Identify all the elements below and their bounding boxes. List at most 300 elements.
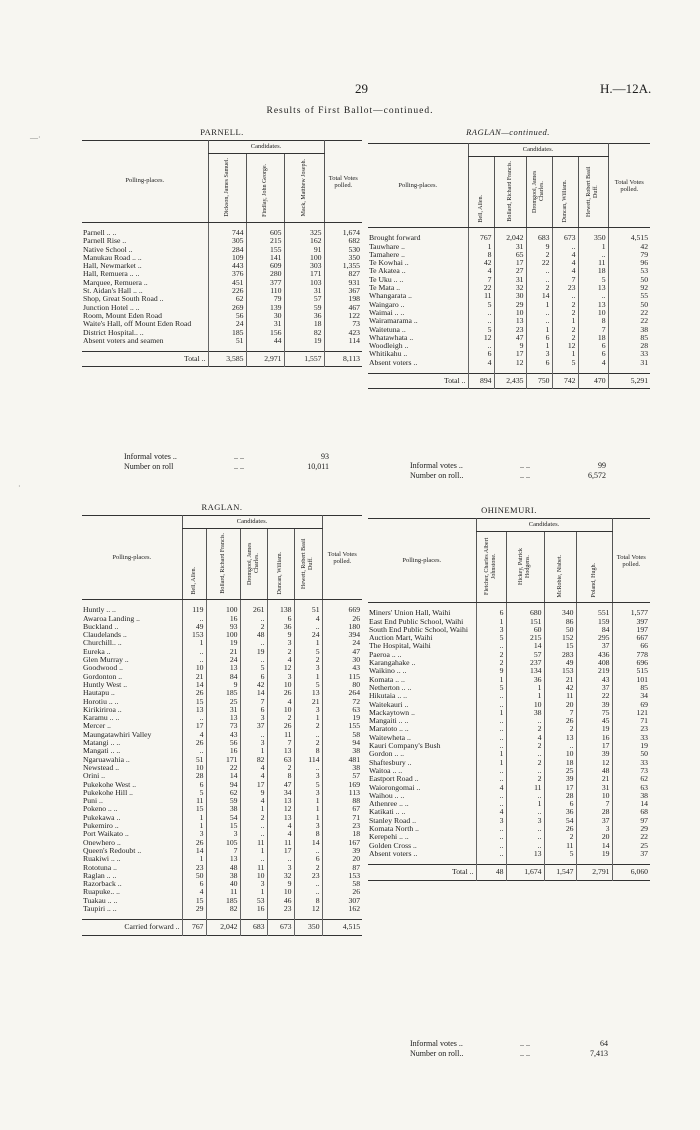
vote-count-cell: 215 <box>506 634 544 642</box>
vote-count-cell: 10 <box>576 792 612 800</box>
polling-place-name: Whatawhata <box>369 332 408 342</box>
vote-count-cell: 3 <box>267 673 294 681</box>
leader-dots: .. <box>400 299 405 309</box>
number-on-roll-value: 6,572 <box>588 471 606 480</box>
vote-count-cell: 2 <box>526 284 552 292</box>
vote-count-cell: 269 <box>208 304 246 312</box>
vote-count-cell: 12 <box>576 759 612 767</box>
table-row <box>82 797 362 805</box>
vote-count-cell: 10 <box>267 706 294 714</box>
raglan-table <box>82 515 362 936</box>
leader-dots: .. <box>404 724 409 734</box>
vote-count-cell: 60 <box>506 626 544 634</box>
candidate-header <box>494 157 526 228</box>
raglan-title: RAGLAN. <box>201 502 243 512</box>
vote-count-cell: .. <box>506 825 544 833</box>
vote-count-cell: 13 <box>578 301 608 309</box>
vote-count-cell: 22 <box>206 764 240 772</box>
vote-count-cell: 59 <box>206 797 240 805</box>
total-label: Total <box>444 376 460 386</box>
candidates-header: Candidates. <box>208 141 324 154</box>
polling-place-name: Waingaro <box>369 299 399 309</box>
vote-count-cell: 4 <box>552 251 578 259</box>
vote-count-cell: .. <box>468 309 494 317</box>
page-number: 29 <box>355 81 368 96</box>
candidate-name: Dromgool, James Charles. <box>532 170 545 213</box>
table-row <box>82 888 362 896</box>
vote-count-cell: 47 <box>494 334 526 342</box>
vote-count-cell: 6 <box>526 359 552 374</box>
polling-place-name: Pokeno .. <box>83 804 112 814</box>
table-row <box>368 228 650 243</box>
candidate-name: Bollard, Richard Francis. <box>219 533 226 594</box>
leader-dots: .. <box>401 807 406 817</box>
polling-place-name: Te Kowhai <box>369 258 403 268</box>
vote-count-cell: 12 <box>294 905 322 920</box>
parnell-table <box>82 140 362 367</box>
leader-dots: .. <box>115 762 120 772</box>
vote-count-cell: .. <box>294 623 322 631</box>
polling-place-name: Buckland <box>83 621 113 631</box>
vote-count-cell: 14 <box>182 681 206 689</box>
total-votes-cell: 467 <box>324 304 362 312</box>
vote-count-cell: .. <box>578 251 608 259</box>
vote-count-cell: 162 <box>284 237 324 245</box>
leader-dots: .. <box>469 867 474 877</box>
vote-count-cell: 40 <box>206 880 240 888</box>
vote-count-cell: 84 <box>576 626 612 634</box>
total-votes-cell: 778 <box>612 651 650 659</box>
polling-place-cell <box>82 905 182 920</box>
total-votes-cell: 22 <box>608 309 650 317</box>
candidate-header <box>576 532 612 603</box>
table-row <box>368 334 650 342</box>
vote-count-cell: 16 <box>206 615 240 623</box>
leader-dots: .. <box>137 252 142 262</box>
vote-count-cell: 408 <box>576 659 612 667</box>
summary-dots: .. .. <box>234 462 244 471</box>
vote-count-cell: 23 <box>552 284 578 292</box>
polling-place-name: Athenree .. <box>369 799 403 809</box>
total-votes-cell: 71 <box>322 814 362 822</box>
candidate-name: Poland, Hugh. <box>590 562 597 597</box>
vote-count-cell: 19 <box>576 850 612 865</box>
vote-count-cell: 6 <box>240 673 267 681</box>
table-row <box>82 689 362 697</box>
total-votes-cell: 38 <box>322 764 362 772</box>
vote-count-cell: 605 <box>246 223 284 238</box>
polling-place-name: Paeroa .. <box>369 649 396 659</box>
vote-count-cell: .. <box>476 692 506 700</box>
total-votes-cell: 50 <box>608 276 650 284</box>
vote-count-cell: 9 <box>267 631 294 639</box>
polling-place-name: Horotiu .. <box>83 696 113 706</box>
vote-count-cell: 20 <box>544 701 576 709</box>
vote-count-cell: 6 <box>267 615 294 623</box>
vote-count-cell: 7 <box>468 276 494 284</box>
vote-count-cell: 21 <box>544 676 576 684</box>
candidate-name: Findlay, John George. <box>261 163 268 217</box>
vote-count-cell: 37 <box>240 722 267 730</box>
vote-count-cell: 3 <box>476 626 506 634</box>
leader-dots: .. <box>413 848 418 858</box>
grand-total-cell: 8,113 <box>324 352 362 367</box>
leader-dots: .. <box>124 829 129 839</box>
total-votes-cell: 58 <box>322 880 362 888</box>
summary-dots: .. .. <box>520 1049 530 1058</box>
leader-dots: .. <box>122 236 127 246</box>
polling-place-name: Huntly West <box>83 679 122 689</box>
vote-count-cell: 3 <box>267 639 294 647</box>
vote-count-cell: 37 <box>576 642 612 650</box>
leader-dots: .. <box>113 862 117 872</box>
leader-dots: .. <box>123 679 128 689</box>
candidate-header <box>208 154 246 223</box>
vote-count-cell: .. <box>506 833 544 841</box>
grand-total-cell: 4,515 <box>322 920 362 935</box>
total-votes-cell: 14 <box>612 800 650 808</box>
vote-count-cell: 17 <box>576 742 612 750</box>
vote-count-cell: 2 <box>476 651 506 659</box>
total-count-cell: 3,585 <box>208 352 246 367</box>
vote-count-cell: 377 <box>246 279 284 287</box>
vote-count-cell: 48 <box>240 631 267 639</box>
vote-count-cell: 13 <box>494 317 526 325</box>
total-votes-cell: 19 <box>612 742 650 750</box>
vote-count-cell: 1 <box>182 639 206 647</box>
vote-count-cell: 7 <box>544 709 576 717</box>
vote-count-cell: 12 <box>267 664 294 672</box>
polling-place-name: Whitikahu <box>369 349 402 359</box>
polling-place-name: Kauri Company's Bush <box>369 741 441 751</box>
table-row <box>368 292 650 300</box>
vote-count-cell: 26 <box>182 839 206 847</box>
vote-count-cell: 31 <box>576 784 612 792</box>
vote-count-cell: 15 <box>544 642 576 650</box>
vote-count-cell: 185 <box>206 897 240 905</box>
vote-count-cell: .. <box>476 725 506 733</box>
polling-place-name: Marquee, Remuera <box>83 277 142 287</box>
vote-count-cell: 13 <box>544 734 576 742</box>
candidate-header <box>240 529 267 600</box>
total-votes-cell: 1,577 <box>612 603 650 618</box>
leader-dots: .. <box>112 903 117 913</box>
total-label: Carried forward <box>124 922 174 932</box>
vote-count-cell: 5 <box>476 684 506 692</box>
polling-place-name: Waimai .. <box>369 307 399 317</box>
table-row <box>368 259 650 267</box>
total-votes-cell: 696 <box>612 659 650 667</box>
vote-count-cell: 14 <box>240 689 267 697</box>
vote-count-cell: 10 <box>506 701 544 709</box>
vote-count-cell: 8 <box>578 317 608 325</box>
vote-count-cell: 141 <box>246 254 284 262</box>
vote-count-cell: 23 <box>294 872 322 880</box>
vote-count-cell: 10 <box>544 750 576 758</box>
vote-count-cell: 7 <box>578 326 608 334</box>
vote-count-cell: 37 <box>576 684 612 692</box>
vote-count-cell: 14 <box>576 842 612 850</box>
vote-count-cell: 171 <box>284 270 324 278</box>
vote-count-cell: 53 <box>240 897 267 905</box>
vote-count-cell: 4 <box>552 259 578 267</box>
table-row <box>82 847 362 855</box>
vote-count-cell: 47 <box>267 781 294 789</box>
polling-place-name: Eureka <box>83 646 105 656</box>
total-votes-cell: 38 <box>322 747 362 755</box>
vote-count-cell: 7 <box>267 739 294 747</box>
table-row <box>368 359 650 374</box>
leader-dots: .. <box>99 796 103 806</box>
polling-place-name: Queen's Redoubt <box>83 845 136 855</box>
polling-place-name: Shop, Great South Road <box>83 294 158 304</box>
total-votes-cell: 50 <box>612 750 650 758</box>
total-votes-cell: 153 <box>322 872 362 880</box>
leader-dots: .. <box>404 832 409 842</box>
vote-count-cell: .. <box>476 734 506 742</box>
vote-count-cell: 609 <box>246 262 284 270</box>
vote-count-cell: 39 <box>576 750 612 758</box>
leader-dots: .. <box>139 327 144 337</box>
total-votes-cell: 23 <box>322 822 362 830</box>
total-votes-cell: 47 <box>322 648 362 656</box>
vote-count-cell: 1 <box>476 759 506 767</box>
polling-place-name: Manukau Road .. <box>83 252 136 262</box>
leader-dots: .. <box>117 879 122 889</box>
vote-count-cell: 11 <box>267 731 294 739</box>
polling-place-name: Puni <box>83 796 98 806</box>
total-votes-cell: 38 <box>612 792 650 800</box>
total-votes-cell: 530 <box>324 246 362 254</box>
polling-place-name: Absent voters <box>369 357 412 367</box>
vote-count-cell: 7 <box>552 276 578 284</box>
table-row <box>82 631 362 639</box>
vote-count-cell: .. <box>240 639 267 647</box>
total-votes-cell: 423 <box>324 329 362 337</box>
candidate-header <box>578 157 608 228</box>
vote-count-cell: 2 <box>544 833 576 841</box>
leader-dots: .. <box>413 840 417 850</box>
polling-place-name: Kerepehi .. <box>369 832 403 842</box>
vote-count-cell: .. <box>526 317 552 325</box>
total-votes-cell: 264 <box>322 689 362 697</box>
leader-dots: .. <box>116 854 121 864</box>
leader-dots: .. <box>113 804 118 814</box>
vote-count-cell: 48 <box>206 864 240 872</box>
polling-place-name: Waikino .. <box>369 666 401 676</box>
vote-count-cell: 34 <box>267 789 294 797</box>
polling-place-cell <box>368 228 468 243</box>
vote-count-cell: 6 <box>578 350 608 358</box>
vote-count-cell: .. <box>552 243 578 251</box>
informal-votes-value: 99 <box>598 461 606 470</box>
table-row <box>82 656 362 664</box>
vote-count-cell: .. <box>294 880 322 888</box>
vote-count-cell: 1 <box>182 855 206 863</box>
vote-count-cell: 49 <box>182 623 206 631</box>
vote-count-cell: 17 <box>544 784 576 792</box>
candidate-header <box>246 154 284 223</box>
page-title: Results of First Ballot—continued. <box>266 106 434 116</box>
vote-count-cell: 11 <box>240 839 267 847</box>
table-row <box>82 805 362 813</box>
leader-dots: .. <box>201 354 206 364</box>
vote-count-cell: 2 <box>294 864 322 872</box>
polling-place-name: Hikutaia .. <box>369 691 402 701</box>
total-count-cell: 470 <box>578 374 608 389</box>
polling-place-name: Ruapuke.. <box>83 887 115 897</box>
vote-count-cell: 2 <box>552 301 578 309</box>
vote-count-cell: .. <box>240 731 267 739</box>
vote-count-cell: 31 <box>494 276 526 284</box>
vote-count-cell: 171 <box>206 756 240 764</box>
polling-place-name: Mercer <box>83 721 106 731</box>
vote-count-cell: .. <box>476 742 506 750</box>
polling-place-name: St. Aidan's Hall .. <box>83 286 137 296</box>
vote-count-cell: 26 <box>544 825 576 833</box>
vote-count-cell: 303 <box>284 262 324 270</box>
vote-count-cell: 17 <box>267 847 294 855</box>
vote-count-cell: 11 <box>506 784 544 792</box>
vote-count-cell: 8 <box>267 772 294 780</box>
total-votes-cell: 162 <box>322 905 362 920</box>
margin-mark: · <box>18 482 21 491</box>
leader-dots: .. <box>138 286 143 296</box>
vote-count-cell: 2,042 <box>494 228 526 243</box>
candidate-name: Bollard, Richard Francis. <box>506 161 513 222</box>
total-votes-cell: 827 <box>324 270 362 278</box>
polling-place-name: Razorback <box>83 879 116 889</box>
polling-place-name: Awaroa Landing <box>83 613 135 623</box>
vote-count-cell: 50 <box>182 872 206 880</box>
vote-count-cell: 8 <box>294 897 322 905</box>
leader-dots: .. <box>135 269 140 279</box>
leader-dots: .. <box>398 765 403 775</box>
vote-count-cell: 49 <box>544 659 576 667</box>
vote-count-cell: 1 <box>526 342 552 350</box>
vote-count-cell: 159 <box>576 618 612 626</box>
leader-dots: .. <box>114 696 119 706</box>
total-count-cell: 350 <box>294 920 322 935</box>
vote-count-cell: 36 <box>284 312 324 320</box>
vote-count-cell: 25 <box>206 698 240 706</box>
vote-count-cell: 21 <box>182 673 206 681</box>
vote-count-cell: 27 <box>494 267 526 275</box>
vote-count-cell: 2 <box>476 659 506 667</box>
vote-count-cell: 138 <box>267 600 294 615</box>
polling-place-name: Absent voters and seamen <box>83 335 164 345</box>
total-votes-cell: 42 <box>608 243 650 251</box>
total-votes-cell: 22 <box>608 317 650 325</box>
polling-place-name: Stanley Road <box>369 815 411 825</box>
polling-places-header: Polling-places. <box>82 141 208 223</box>
leader-dots: .. <box>112 870 117 880</box>
leader-dots: .. <box>403 349 408 359</box>
total-votes-cell: 69 <box>612 701 650 709</box>
vote-count-cell: .. <box>476 775 506 783</box>
leader-dots: .. <box>407 732 411 742</box>
total-votes-cell: 67 <box>322 805 362 813</box>
candidate-name: Hewett, Robert Basil Duff. <box>586 166 600 217</box>
vote-count-cell: .. <box>182 615 206 623</box>
polling-place-name: Maratoto .. <box>369 724 403 734</box>
leader-dots: .. <box>116 746 121 756</box>
number-on-roll-label: Number on roll <box>124 462 174 471</box>
vote-count-cell: 16 <box>206 747 240 755</box>
candidate-name: Duncan, William. <box>561 179 568 222</box>
leader-dots: .. <box>408 291 412 301</box>
vote-count-cell: 19 <box>284 337 324 352</box>
vote-count-cell: 15 <box>182 698 206 706</box>
vote-count-cell: 57 <box>284 295 324 303</box>
vote-count-cell: 51 <box>208 337 246 352</box>
leader-dots: .. <box>175 922 180 932</box>
polling-place-cell <box>82 600 182 615</box>
total-votes-cell: 24 <box>322 639 362 647</box>
vote-count-cell: 1 <box>552 350 578 358</box>
polling-place-name: Room, Mount Eden Road <box>83 310 163 320</box>
vote-count-cell: 36 <box>506 676 544 684</box>
total-votes-cell: 85 <box>608 334 650 342</box>
total-row <box>82 920 362 935</box>
vote-count-cell: 5 <box>294 648 322 656</box>
vote-count-cell: .. <box>578 292 608 300</box>
candidate-header <box>476 532 506 603</box>
candidates-header: Candidates. <box>468 144 608 157</box>
vote-count-cell: 9 <box>240 789 267 797</box>
candidate-name: Hewett, Robert Basil Duff. <box>301 538 315 589</box>
table-row <box>368 301 650 309</box>
vote-count-cell: .. <box>526 309 552 317</box>
vote-count-cell: 673 <box>552 228 578 243</box>
vote-count-cell: 5 <box>578 276 608 284</box>
polling-places-header: Polling-places. <box>368 144 468 228</box>
leader-dots: .. <box>401 674 405 684</box>
vote-count-cell: 51 <box>182 756 206 764</box>
polling-place-cell <box>368 850 476 865</box>
vote-count-cell: 744 <box>208 223 246 238</box>
leader-dots: .. <box>402 666 407 676</box>
vote-count-cell: 94 <box>206 781 240 789</box>
vote-count-cell: 21 <box>206 648 240 656</box>
vote-count-cell: .. <box>240 822 267 830</box>
vote-count-cell: 11 <box>544 842 576 850</box>
vote-count-cell: 1 <box>294 673 322 681</box>
vote-count-cell: 5 <box>468 326 494 334</box>
vote-count-cell: 1 <box>240 847 267 855</box>
vote-count-cell: 45 <box>576 717 612 725</box>
polling-places-header: Polling-places. <box>368 519 476 603</box>
vote-count-cell: 13 <box>294 689 322 697</box>
vote-count-cell: .. <box>544 742 576 750</box>
leader-dots: .. <box>413 316 418 326</box>
vote-count-cell: 73 <box>206 722 240 730</box>
total-label-cell <box>82 920 182 935</box>
polling-place-name: District Hospital.. <box>83 327 138 337</box>
total-count-cell: 1,674 <box>506 865 544 880</box>
candidate-header <box>182 529 206 600</box>
vote-count-cell: .. <box>476 701 506 709</box>
table-row <box>82 756 362 764</box>
vote-count-cell: 185 <box>206 689 240 697</box>
polling-place-name: Newstead <box>83 762 114 772</box>
vote-count-cell: 82 <box>284 329 324 337</box>
total-votes-cell: 307 <box>322 897 362 905</box>
vote-count-cell: 9 <box>526 243 552 251</box>
vote-count-cell: 6 <box>468 350 494 358</box>
leader-dots: .. <box>107 721 111 731</box>
leader-dots: .. <box>117 704 122 714</box>
